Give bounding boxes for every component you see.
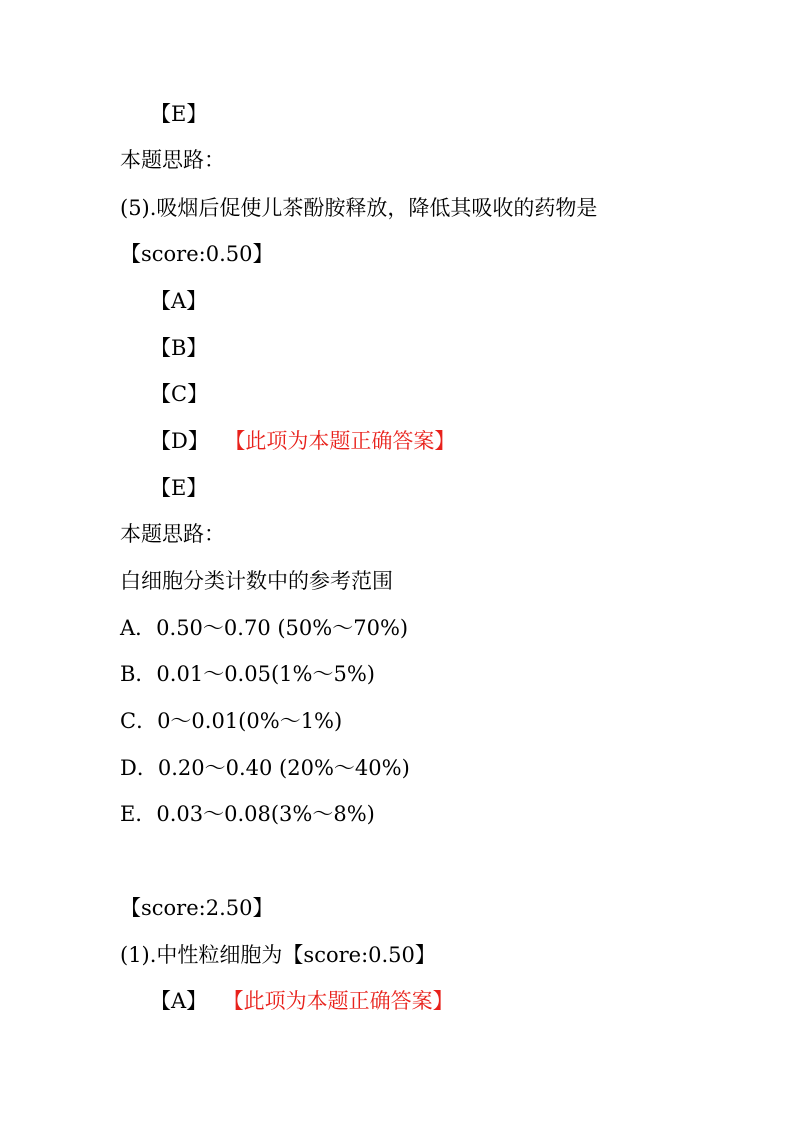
option-label: 【E】	[150, 476, 208, 500]
correct-answer-marker: 【此项为本题正确答案】	[234, 429, 456, 453]
range-text: B．0.01～0.05(1%～5%)	[120, 662, 375, 686]
group-stem	[120, 569, 393, 593]
question-5-stem	[120, 196, 597, 220]
question-text: (1).中性粒细胞为【score:0.50】	[120, 943, 436, 967]
thinking-label	[120, 148, 225, 172]
option-label: 【E】	[150, 102, 208, 126]
option-label: 【A】	[150, 289, 208, 313]
range-c-line	[120, 709, 342, 733]
option-a-line	[150, 289, 207, 313]
thinking-text: 本题思路：	[120, 148, 225, 172]
question-5-score	[120, 242, 273, 266]
score-text: 【score:0.50】	[120, 242, 274, 266]
option-label: 【D】	[150, 429, 209, 453]
thinking-text: 本题思路：	[120, 522, 225, 546]
range-d-line	[120, 756, 410, 780]
question-text: (5).吸烟后促使儿茶酚胺释放，降低其吸收的药物是	[120, 196, 598, 220]
stem-text: 白细胞分类计数中的参考范围	[120, 569, 393, 593]
option-b-line	[150, 336, 207, 360]
range-text: D．0.20～0.40 (20%～40%)	[120, 756, 410, 780]
range-text: A．0.50～0.70 (50%～70%)	[120, 616, 409, 640]
option-label: 【B】	[150, 336, 208, 360]
question-1-stem	[120, 943, 436, 967]
correct-answer-marker: 【此项为本题正确答案】	[233, 989, 454, 1013]
range-e-line	[120, 802, 375, 826]
range-b-line	[120, 662, 375, 686]
option-c-line	[150, 382, 208, 406]
option-a-line	[150, 989, 454, 1013]
option-e-line	[150, 476, 207, 500]
range-text: C．0～0.01(0%～1%)	[120, 709, 343, 733]
option-d-line	[150, 429, 455, 453]
option-label: 【A】	[150, 989, 208, 1013]
option-e-line	[150, 102, 207, 126]
thinking-label	[120, 522, 225, 546]
group-score	[120, 896, 273, 920]
range-a-line	[120, 616, 408, 640]
score-text: 【score:2.50】	[120, 896, 274, 920]
range-text: E．0.03～0.08(3%～8%)	[120, 802, 375, 826]
option-label: 【C】	[150, 382, 209, 406]
